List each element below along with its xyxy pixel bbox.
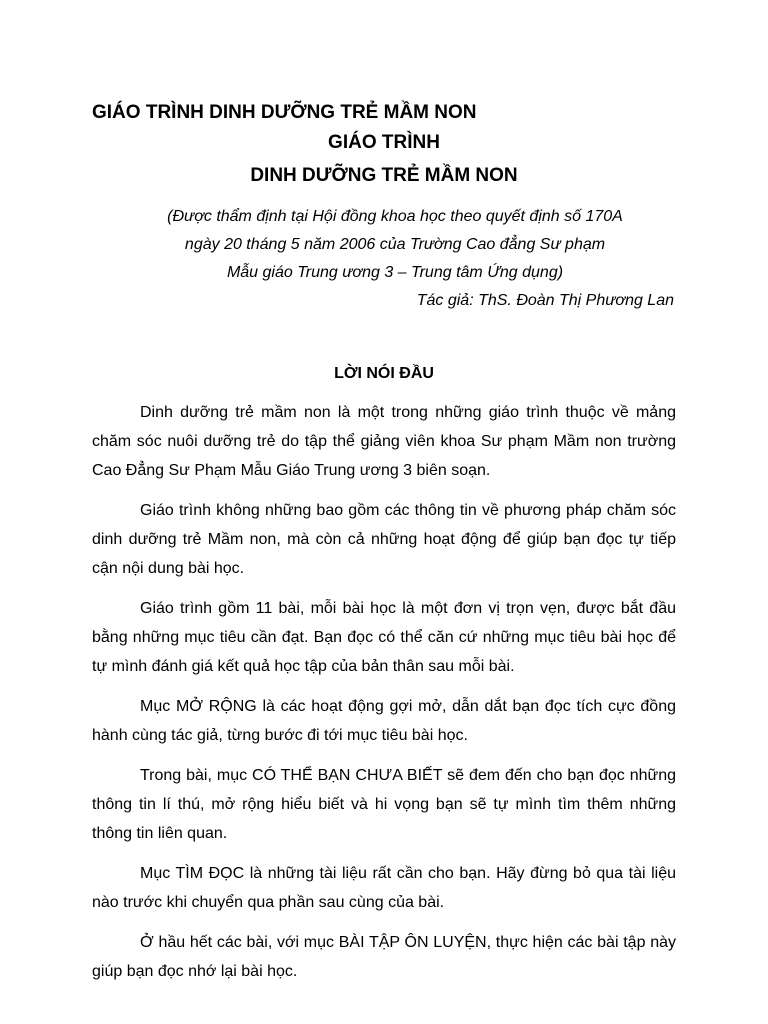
preface-body bbox=[92, 398, 676, 997]
paragraph: Mục MỞ RỘNG là các hoạt động gợi mở, dẫn dắt bạn đọc tích cực đồng hành cùng tác giả, từng bước đi tới mục tiêu bài học. bbox=[92, 698, 676, 744]
paragraph: Giáo trình không những bao gồm các thông tin về phương pháp chăm sóc dinh dưỡng trẻ Mầm non, mà còn cả những hoạt động để giúp bạn đọc tự tiếp cận nội dung bài học. bbox=[92, 502, 676, 577]
approval-note bbox=[100, 203, 690, 287]
paragraph: Dinh dưỡng trẻ mầm non là một trong những giáo trình thuộc về mảng chăm sóc nuôi dưỡng trẻ do tập thể giảng viên khoa Sư phạm Mầm non trường Cao Đẳng Sư Phạm Mẫu Giáo Trung ương 3 biên soạn. bbox=[92, 404, 676, 479]
paragraph: Giáo trình gồm 11 bài, mỗi bài học là một đơn vị trọn vẹn, được bắt đầu bằng những mục tiêu cần đạt. Bạn đọc có thể căn cứ những mục tiêu bài học để tự mình đánh giá kết quả học tập của bản thân sau mỗi bài. bbox=[92, 600, 676, 675]
approval-line: (Được thẩm định tại Hội đồng khoa học theo quyết định số 170A bbox=[167, 208, 623, 225]
approval-line: Mẫu giáo Trung ương 3 – Trung tâm Ứng dụng) bbox=[226, 264, 564, 281]
title-line-1: GIÁO TRÌNH bbox=[328, 132, 440, 153]
title-line-2: DINH DƯỠNG TRẺ MẦM NON bbox=[250, 165, 518, 186]
preface-title: LỜI NÓI ĐẦU bbox=[334, 365, 434, 382]
approval-line: ngày 20 tháng 5 năm 2006 của Trường Cao đẳng Sư phạm bbox=[184, 236, 606, 253]
paragraph: Mục TÌM ĐỌC là những tài liệu rất cần cho bạn. Hãy đừng bỏ qua tài liệu nào trước khi chuyển qua phần sau cùng của bài. bbox=[92, 865, 676, 911]
paragraph: Ở hầu hết các bài, với mục BÀI TẬP ÔN LUYỆN, thực hiện các bài tập này giúp bạn đọc nhớ lại bài học. bbox=[92, 934, 676, 980]
document-heading-top: GIÁO TRÌNH DINH DƯỠNG TRẺ MẦM NON bbox=[92, 102, 477, 123]
author-line: Tác giả: ThS. Đoàn Thị Phương Lan bbox=[416, 292, 674, 309]
paragraph: Trong bài, mục CÓ THỂ BẠN CHƯA BIẾT sẽ đem đến cho bạn đọc những thông tin lí thú, mở rộng hiểu biết và hi vọng bạn sẽ tự mình tìm thêm những thông tin liên quan. bbox=[92, 767, 676, 842]
